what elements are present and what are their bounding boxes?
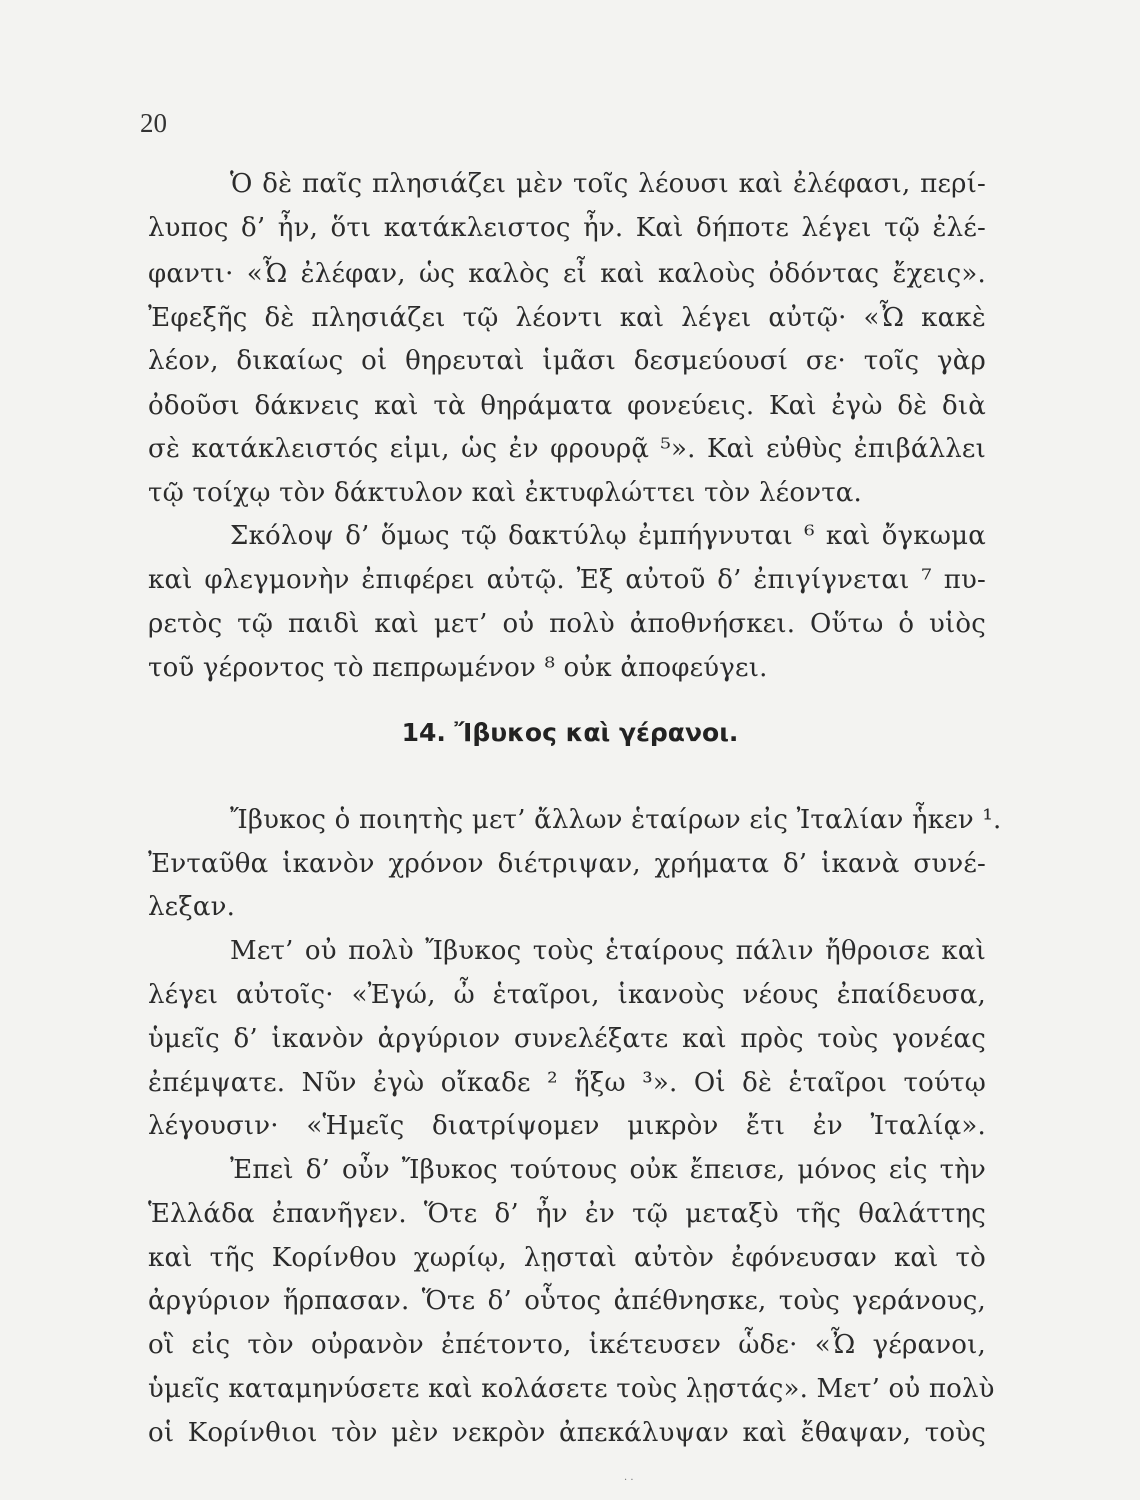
text-line: Ἐνταῦθα ἱκανὸν χρόνον διέτριψαν, χρήματα δ’ ἱκανὰ συνέ- (148, 849, 986, 879)
text-line: λυπος δ’ ἦν, ὅτι κατάκλειστος ἦν. Καὶ δήποτε λέγει τῷ ἐλέ- (148, 213, 986, 243)
text-line: λεξαν. (148, 892, 236, 922)
text-line: λέον, δικαίως οἱ θηρευταὶ ἱμᾶσι δεσμεύουσί σε· τοῖς γὰρ (148, 346, 986, 376)
text-line: ὑμεῖς δ’ ἱκανὸν ἀργύριον συνελέξατε καὶ πρὸς τοὺς γονέας (148, 1024, 986, 1054)
text-line: Ἐφεξῆς δὲ πλησιάζει τῷ λέοντι καὶ λέγει αὐτῷ· «Ὦ κακὲ (148, 303, 986, 333)
text-line: σὲ κατάκλειστός εἰμι, ὡς ἐν φρουρᾷ ⁵». Καὶ εὐθὺς ἐπιβάλλει (148, 434, 986, 464)
text-line: οἱ Κορίνθιοι τὸν μὲν νεκρὸν ἀπεκάλυψαν καὶ ἔθαψαν, τοὺς (148, 1418, 986, 1448)
text-line: ἐπέμψατε. Νῦν ἐγὼ οἴκαδε ² ἥξω ³». Οἱ δὲ ἑταῖροι τούτῳ (148, 1068, 986, 1098)
text-line: καὶ τῆς Κορίνθου χωρίῳ, λῃσταὶ αὐτὸν ἐφόνευσαν καὶ τὸ (148, 1243, 986, 1273)
text-line: Μετ’ οὐ πολὺ Ἴβυκος τοὺς ἑταίρους πάλιν ἤθροισε καὶ (230, 936, 986, 966)
text-line: Ἴβυκος ὁ ποιητὴς μετ’ ἄλλων ἑταίρων εἰς Ἰταλίαν ἧκεν ¹. (230, 805, 1002, 835)
text-line: ὀδοῦσι δάκνεις καὶ τὰ θηράματα φονεύεις. Καὶ ἐγὼ δὲ διὰ (148, 391, 986, 421)
text-line: οἳ εἰς τὸν οὐρανὸν ἐπέτοντο, ἱκέτευσεν ὧδε· «Ὦ γέρανοι, (148, 1330, 986, 1360)
text-line: Σκόλοψ δ’ ὅμως τῷ δακτύλῳ ἐμπήγνυται ⁶ καὶ ὄγκωμα (230, 521, 986, 551)
section-heading: 14. Ἴβυκος καὶ γέρανοι. (401, 718, 739, 747)
text-line: φαντι· «Ὦ ἐλέφαν, ὡς καλὸς εἶ καὶ καλοὺς ὀδόντας ἔχεις». (148, 259, 986, 289)
text-line: ὑμεῖς καταμηνύσετε καὶ κολάσετε τοὺς λῃστάς». Μετ’ οὐ πολὺ (148, 1374, 995, 1404)
text-line: λέγουσιν· «Ἡμεῖς διατρίψομεν μικρὸν ἔτι ἐν Ἰταλίᾳ». (148, 1111, 986, 1141)
text-line: λέγει αὐτοῖς· «Ἐγώ, ὦ ἑταῖροι, ἱκανοὺς νέους ἐπαίδευσα, (148, 980, 986, 1010)
text-line: τῷ τοίχῳ τὸν δάκτυλον καὶ ἐκτυφλώττει τὸν λέοντα. (148, 478, 863, 508)
text-line: καὶ φλεγμονὴν ἐπιφέρει αὐτῷ. Ἐξ αὐτοῦ δ’ ἐπιγίγνεται ⁷ πυ- (148, 565, 986, 595)
text-line: Ἑλλάδα ἐπανῆγεν. Ὅτε δ’ ἦν ἐν τῷ μεταξὺ τῆς θαλάττης (148, 1199, 986, 1229)
footer-mark: · · (624, 1475, 634, 1486)
text-line: ρετὸς τῷ παιδὶ καὶ μετ’ οὐ πολὺ ἀποθνήσκει. Οὕτω ὁ υἱὸς (148, 609, 986, 639)
text-line: τοῦ γέροντος τὸ πεπρωμένον ⁸ οὐκ ἀποφεύγει. (148, 653, 768, 683)
text-line: Ὁ δὲ παῖς πλησιάζει μὲν τοῖς λέουσι καὶ ἐλέφασι, περί- (230, 169, 986, 199)
text-line: ἀργύριον ἥρπασαν. Ὅτε δ’ οὗτος ἀπέθνησκε, τοὺς γεράνους, (148, 1286, 986, 1316)
text-line: Ἐπεὶ δ’ οὖν Ἴβυκος τούτους οὐκ ἔπεισε, μόνος εἰς τὴν (230, 1155, 986, 1185)
page-number: 20 (140, 108, 167, 138)
